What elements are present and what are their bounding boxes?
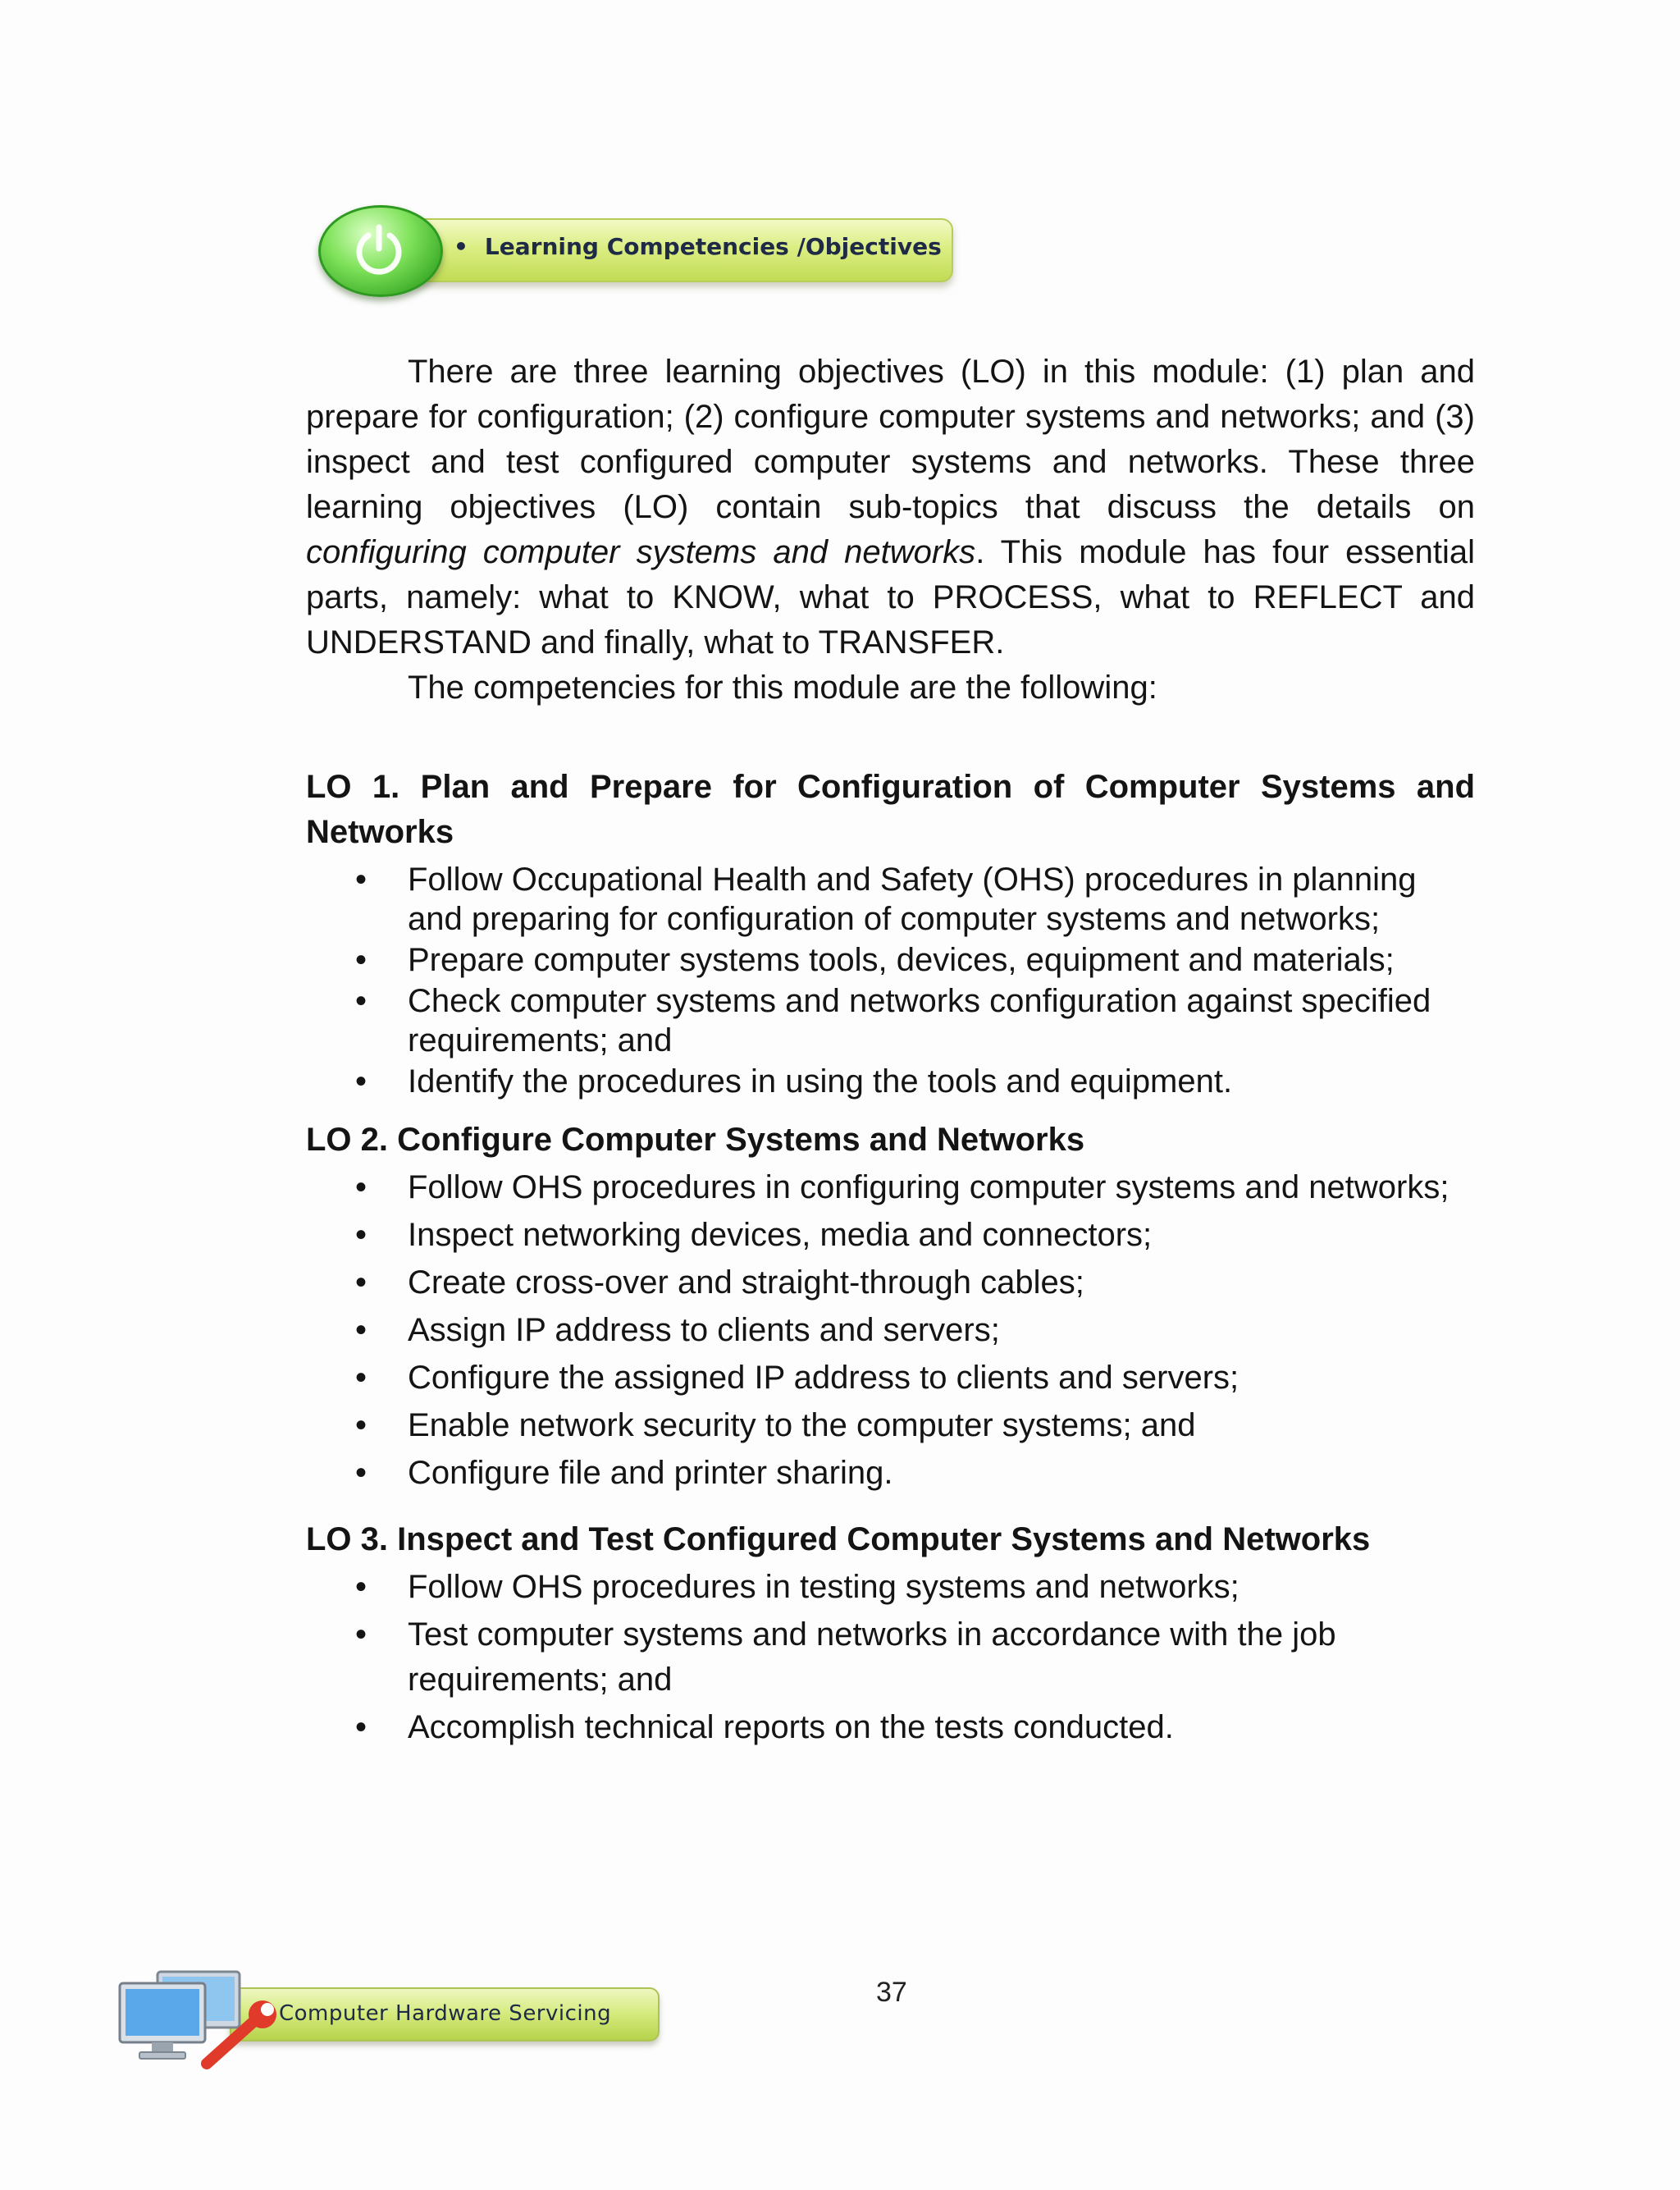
- list-item: • Identify the procedures in using the tools and equipment.: [306, 1062, 1475, 1101]
- list-item: • Follow OHS procedures in testing systems and networks;: [306, 1565, 1475, 1610]
- wrench-icon: [197, 1998, 287, 2072]
- intro-text-1: There are three learning objectives (LO) in this module: (1) plan and prepare for configuration; (2) configure computer systems and networks; and (3) inspect and test configured computer systems and networks. These three learning objectives (LO) contain sub-topics that discuss the details on: [306, 354, 1475, 525]
- lo3-list: [306, 1565, 1475, 1750]
- list-item: • Assign IP address to clients and servers;: [306, 1308, 1475, 1353]
- footer-logo: [115, 1965, 660, 2076]
- list-item: • Test computer systems and networks in accordance with the job requirements; and: [306, 1612, 1475, 1703]
- list-item: • Prepare computer systems tools, devices, equipment and materials;: [306, 940, 1475, 980]
- list-item: • Check computer systems and networks configuration against specified requirements; and: [306, 981, 1475, 1060]
- list-item: • Follow OHS procedures in configuring computer systems and networks;: [306, 1165, 1475, 1210]
- course-title: Computer Hardware Servicing: [279, 2001, 612, 2026]
- section-banner: [318, 205, 960, 294]
- intro-paragraph: [306, 350, 1475, 665]
- document-body: [306, 350, 1475, 1750]
- lo2-heading: LO 2. Configure Computer Systems and Networks: [306, 1122, 1085, 1158]
- list-item: • Accomplish technical reports on the tests conducted.: [306, 1705, 1475, 1750]
- power-icon: [318, 205, 443, 297]
- banner-title: [454, 233, 942, 260]
- lo2-list: [306, 1165, 1475, 1496]
- list-item: • Create cross-over and straight-through cables;: [306, 1260, 1475, 1305]
- page-number: 37: [876, 1977, 907, 2008]
- banner-bullet: •: [454, 233, 468, 260]
- list-item: • Configure file and printer sharing.: [306, 1451, 1475, 1496]
- lo1-heading: LO 1. Plan and Prepare for Configuration of Computer Systems and Networks: [306, 769, 1475, 850]
- list-item: • Follow Occupational Health and Safety (OHS) procedures in planning and preparing for configuration of computer systems and networks;: [306, 860, 1475, 939]
- list-item: • Enable network security to the computer systems; and: [306, 1403, 1475, 1448]
- list-item: • Inspect networking devices, media and connectors;: [306, 1213, 1475, 1258]
- list-item: • Configure the assigned IP address to clients and servers;: [306, 1356, 1475, 1401]
- intro-text-2: . This module has four essential parts, namely: what to KNOW, what to PROCESS, what to REFLECT and UNDERSTAND and finally, what to TRANSFER.: [306, 534, 1475, 661]
- lo3-heading: LO 3. Inspect and Test Configured Computer Systems and Networks: [306, 1521, 1371, 1557]
- competencies-intro: The competencies for this module are the following:: [408, 670, 1157, 706]
- lo1-list: [306, 860, 1475, 1101]
- intro-italic: configuring computer systems and networks: [306, 534, 976, 570]
- banner-title-text: Learning Competencies /Objectives: [484, 233, 942, 260]
